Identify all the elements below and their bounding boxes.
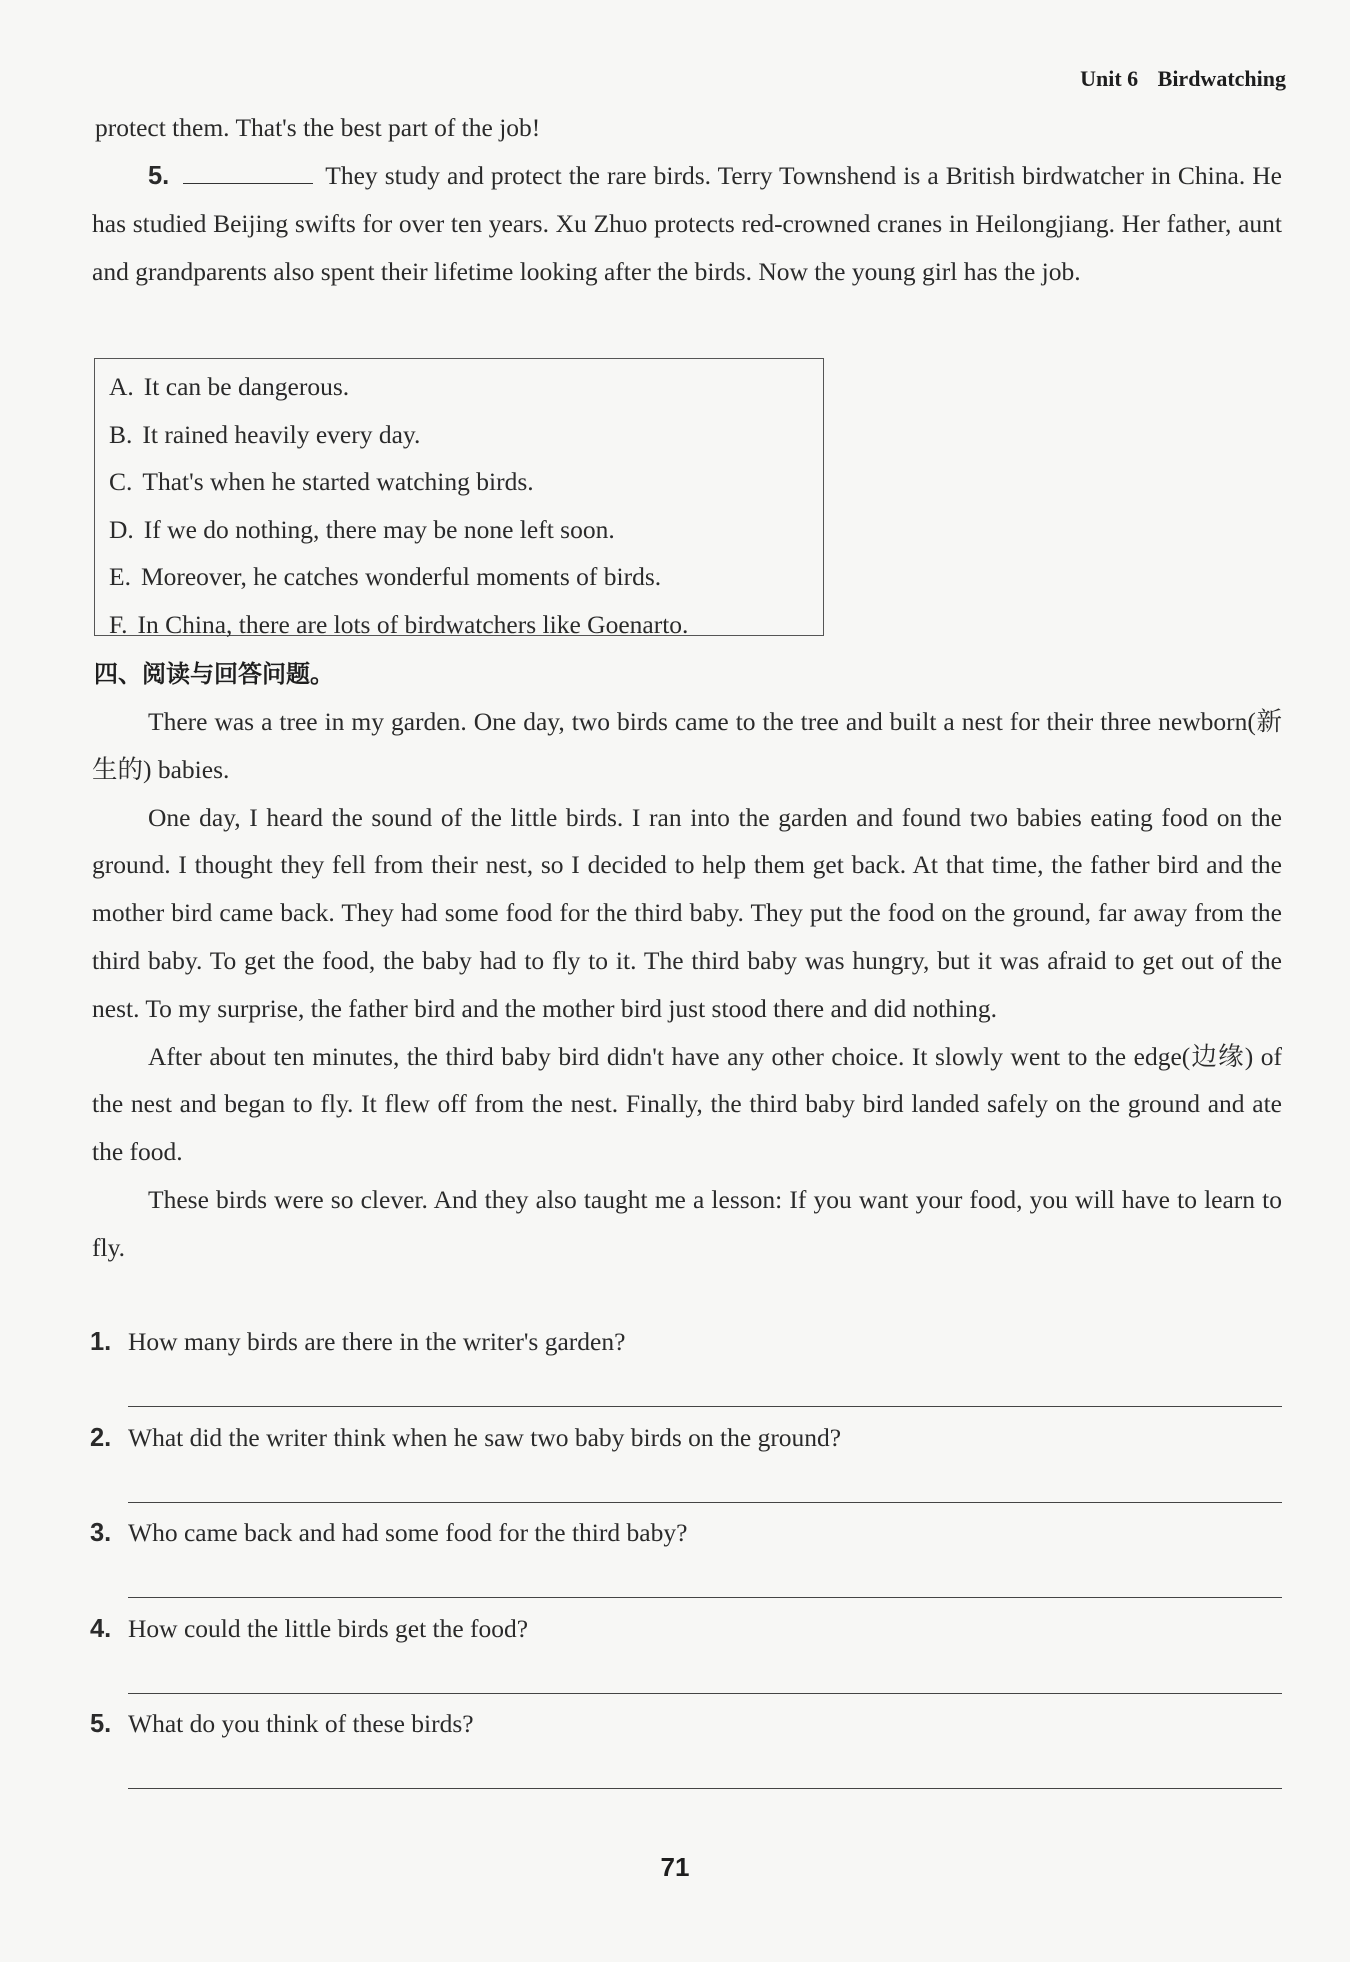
question-list <box>90 1322 1282 1800</box>
page-number: 71 <box>660 1852 690 1882</box>
answer-line[interactable] <box>128 1406 1282 1407</box>
option-e <box>109 553 823 601</box>
unit-title: Birdwatching <box>1157 66 1286 91</box>
option-letter: F. <box>109 609 128 639</box>
options-box <box>94 358 824 639</box>
option-b <box>109 411 823 459</box>
option-text: That's when he started watching birds. <box>142 467 534 496</box>
option-a <box>109 363 823 411</box>
answer-line[interactable] <box>128 1597 1282 1598</box>
passage-paragraph: After about ten minutes, the third baby bird didn't have any other choice. It slowly went to the edge(边缘) of the nest and began to fly. It flew off from the nest. Finally, the third baby bird landed safely on the ground and ate the food. <box>92 1041 1282 1167</box>
option-letter: D. <box>109 514 134 544</box>
page-header <box>1080 66 1286 92</box>
option-letter: A. <box>109 372 134 401</box>
question-item <box>90 1418 1282 1514</box>
passage-paragraph: These birds were so clever. And they also taught me a lesson: If you want your food, you will have to learn to fly. <box>92 1184 1282 1262</box>
option-letter: C. <box>109 467 133 496</box>
question-item <box>90 1704 1282 1800</box>
passage-paragraph: There was a tree in my garden. One day, two birds came to the tree and built a nest for their three newborn(新生的) babies. <box>92 707 1282 784</box>
option-text: In China, there are lots of birdwatchers like Goenarto. <box>137 609 689 639</box>
question-item <box>90 1322 1282 1418</box>
answer-blank[interactable] <box>183 161 313 184</box>
option-f <box>109 601 823 649</box>
reading-passage <box>92 698 1282 1272</box>
option-text: It rained heavily every day. <box>142 419 421 449</box>
passage-paragraph: One day, I heard the sound of the little birds. I ran into the garden and found two babies eating food on the ground. I thought they fell from their nest, so I decided to help them get back. At that time, the father bird and the mother bird came back. They had some food for the third baby. They put the food on the ground, far away from the third baby. To get the food, the baby had to fly to it. The third baby was hungry, but it was afraid to get out of the nest. To my surprise, the father bird and the mother bird just stood there and did nothing. <box>92 802 1282 1023</box>
option-letter: B. <box>109 419 133 449</box>
item-5-number: 5. <box>148 162 170 190</box>
unit-label: Unit 6 <box>1080 66 1139 91</box>
option-text: If we do nothing, there may be none left soon. <box>143 514 615 544</box>
question-number: 1. <box>90 1328 112 1356</box>
answer-line[interactable] <box>128 1788 1282 1789</box>
item-5-text: They study and protect the rare birds. Terry Townshend is a British birdwatcher in China. He has studied Beijing swifts for over ten years. Xu Zhuo protects red-crowned cranes in Heilongjiang. Her father, aunt and grandparents also spent their lifetime looking after the birds. Now the young girl has the job. <box>92 161 1282 286</box>
question-item <box>90 1609 1282 1705</box>
answer-line[interactable] <box>128 1693 1282 1694</box>
question-text: Who came back and had some food for the third baby? <box>128 1518 688 1547</box>
option-c <box>109 458 823 506</box>
option-text: Moreover, he catches wonderful moments of birds. <box>140 562 662 591</box>
question-number: 3. <box>90 1519 112 1547</box>
question-number: 4. <box>90 1614 112 1643</box>
question-text: How could the little birds get the food? <box>128 1613 529 1643</box>
question-text: What did the writer think when he saw two baby birds on the ground? <box>128 1422 842 1452</box>
option-letter: E. <box>109 562 131 591</box>
question-item <box>90 1513 1282 1609</box>
answer-line[interactable] <box>128 1502 1282 1503</box>
previous-text: protect them. That's the best part of the job! <box>95 113 541 142</box>
item-5 <box>92 152 1282 296</box>
question-number: 2. <box>90 1423 112 1452</box>
option-d <box>109 506 823 554</box>
question-text: How many birds are there in the writer's garden? <box>128 1327 626 1356</box>
question-number: 5. <box>90 1710 112 1738</box>
question-text: What do you think of these birds? <box>128 1709 474 1738</box>
option-text: It can be dangerous. <box>143 372 350 401</box>
section-title: 四、阅读与回答问题。 <box>94 660 334 688</box>
